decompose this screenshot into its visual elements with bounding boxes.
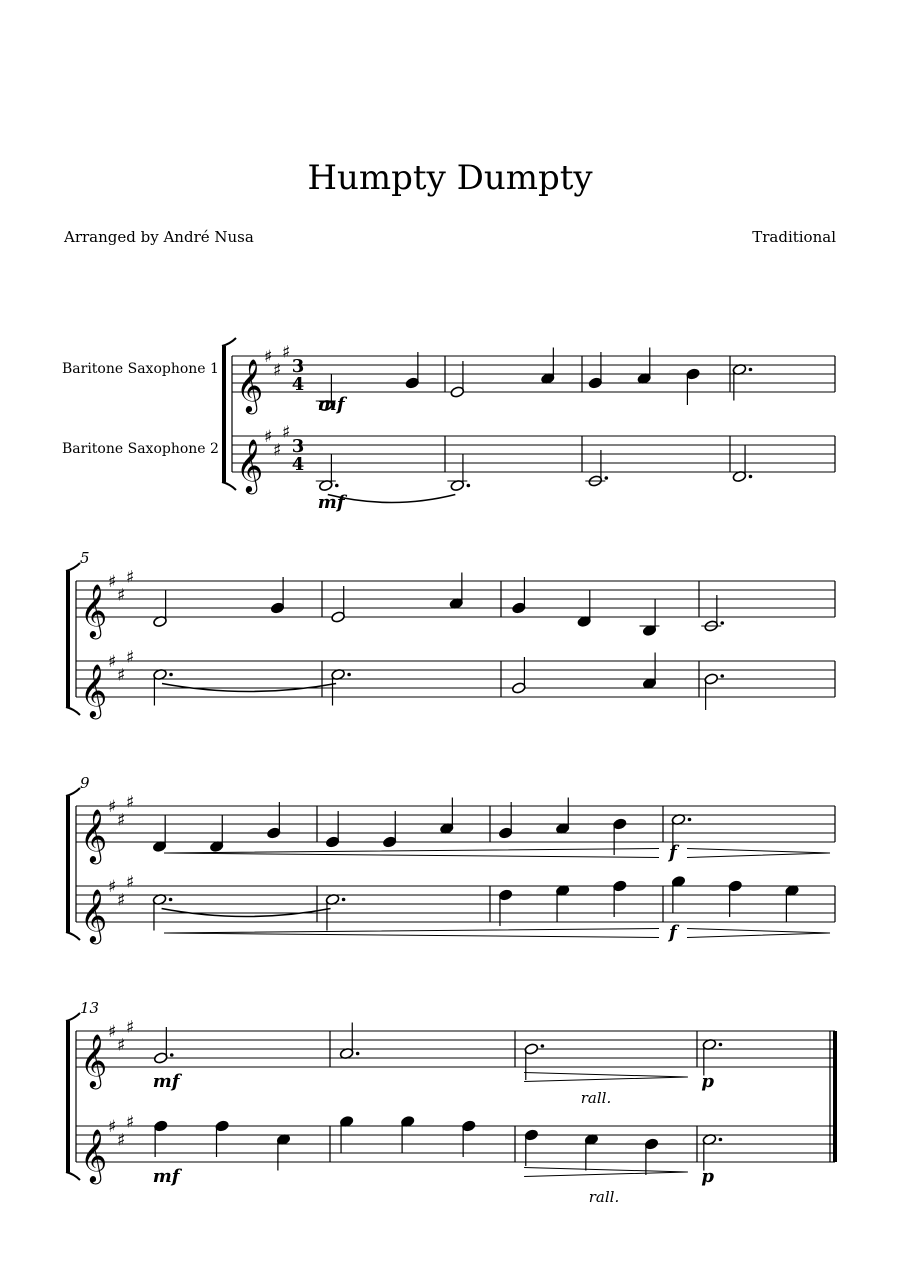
measure-number: 13 bbox=[80, 999, 100, 1017]
time-signature-bottom: 4 bbox=[291, 454, 305, 475]
sharp-icon: ♯ bbox=[117, 1035, 126, 1056]
top-note-dot bbox=[719, 1043, 723, 1047]
diminuendo-hairpin bbox=[687, 929, 830, 938]
dynamic-p: p bbox=[701, 1166, 715, 1187]
dynamic-mf: mf bbox=[317, 394, 345, 415]
sharp-icon: ♯ bbox=[126, 647, 135, 668]
bracket-hook-bottom bbox=[66, 707, 80, 715]
dynamic-mf: mf bbox=[152, 1166, 180, 1187]
sharp-icon: ♯ bbox=[282, 422, 291, 443]
sharp-icon: ♯ bbox=[264, 427, 273, 447]
top-note-dot bbox=[356, 1052, 360, 1056]
treble-clef-icon: 𝄞 bbox=[80, 583, 108, 637]
treble-clef-icon: 𝄞 bbox=[80, 1033, 108, 1087]
bracket-hook-top bbox=[66, 788, 80, 796]
bottom-note-dot bbox=[169, 898, 173, 902]
bottom-note-dot bbox=[719, 1138, 723, 1142]
bracket-hook-bottom bbox=[66, 932, 80, 940]
crescendo-hairpin bbox=[164, 929, 659, 938]
composer-credit: Traditional bbox=[752, 228, 836, 246]
sharp-icon: ♯ bbox=[126, 792, 135, 813]
bottom-note-dot bbox=[335, 484, 339, 488]
treble-clef-icon: 𝄞 bbox=[80, 663, 108, 717]
diminuendo-hairpin bbox=[524, 1073, 688, 1082]
sharp-icon: ♯ bbox=[117, 585, 126, 606]
diminuendo-hairpin bbox=[687, 849, 830, 858]
treble-clef-icon: 𝄞 bbox=[80, 1128, 108, 1182]
bracket-hook-top bbox=[66, 563, 80, 571]
time-signature-bottom: 4 bbox=[291, 374, 305, 395]
final-barline-thick bbox=[833, 1031, 837, 1162]
tempo-text-rall: rall. bbox=[588, 1188, 620, 1206]
dynamic-p: p bbox=[701, 1071, 715, 1092]
bottom-note-dot bbox=[169, 673, 173, 677]
bottom-note-dot bbox=[347, 673, 351, 677]
sharp-icon: ♯ bbox=[117, 810, 126, 831]
instrument-label-1: Baritone Saxophone 1 bbox=[62, 361, 219, 377]
measure-number: 5 bbox=[80, 549, 90, 567]
treble-clef-icon: 𝄞 bbox=[80, 888, 108, 942]
dynamic-mf: mf bbox=[317, 492, 345, 513]
dynamic-f: f bbox=[669, 922, 677, 943]
bottom-note-dot bbox=[720, 674, 724, 678]
top-note-dot bbox=[541, 1044, 545, 1048]
sharp-icon: ♯ bbox=[108, 1117, 117, 1137]
diminuendo-hairpin bbox=[524, 1168, 688, 1177]
bracket-hook-top bbox=[222, 338, 236, 346]
time-signature-top: 3 bbox=[291, 436, 305, 457]
sharp-icon: ♯ bbox=[264, 347, 273, 367]
measure-number: 9 bbox=[80, 774, 90, 792]
tie bbox=[328, 495, 456, 503]
dynamic-mf: mf bbox=[152, 1071, 180, 1092]
sharp-icon: ♯ bbox=[117, 665, 126, 686]
page-title: Humpty Dumpty bbox=[307, 158, 593, 198]
sharp-icon: ♯ bbox=[108, 572, 117, 592]
sharp-icon: ♯ bbox=[273, 360, 282, 381]
treble-clef-icon: 𝄞 bbox=[80, 808, 108, 862]
sharp-icon: ♯ bbox=[126, 567, 135, 588]
top-note-dot bbox=[720, 621, 724, 625]
sharp-icon: ♯ bbox=[273, 440, 282, 461]
bracket-hook-bottom bbox=[66, 1172, 80, 1180]
sharp-icon: ♯ bbox=[126, 1112, 135, 1133]
tempo-text-rall: rall. bbox=[580, 1089, 612, 1107]
bracket-hook-bottom bbox=[222, 482, 236, 490]
sharp-icon: ♯ bbox=[282, 342, 291, 363]
crescendo-hairpin bbox=[164, 849, 659, 858]
sharp-icon: ♯ bbox=[108, 877, 117, 897]
sharp-icon: ♯ bbox=[108, 652, 117, 672]
top-note-dot bbox=[170, 1053, 174, 1057]
treble-clef-icon: 𝄞 bbox=[236, 438, 264, 492]
bottom-note-dot bbox=[467, 484, 471, 488]
arranger-credit: Arranged by André Nusa bbox=[64, 228, 254, 246]
sharp-icon: ♯ bbox=[108, 797, 117, 817]
time-signature-top: 3 bbox=[291, 356, 305, 377]
top-note-dot bbox=[749, 368, 753, 372]
bracket-hook-top bbox=[66, 1013, 80, 1021]
sharp-icon: ♯ bbox=[117, 1130, 126, 1151]
bottom-note-dot bbox=[342, 898, 346, 902]
bottom-note-dot bbox=[605, 476, 609, 480]
dynamic-f: f bbox=[669, 842, 677, 863]
sharp-icon: ♯ bbox=[126, 872, 135, 893]
bottom-note-dot bbox=[749, 475, 753, 479]
sharp-icon: ♯ bbox=[117, 890, 126, 911]
sharp-icon: ♯ bbox=[108, 1022, 117, 1042]
top-note-dot bbox=[688, 818, 692, 822]
sharp-icon: ♯ bbox=[126, 1017, 135, 1038]
instrument-label-2: Baritone Saxophone 2 bbox=[62, 441, 219, 457]
treble-clef-icon: 𝄞 bbox=[236, 358, 264, 412]
